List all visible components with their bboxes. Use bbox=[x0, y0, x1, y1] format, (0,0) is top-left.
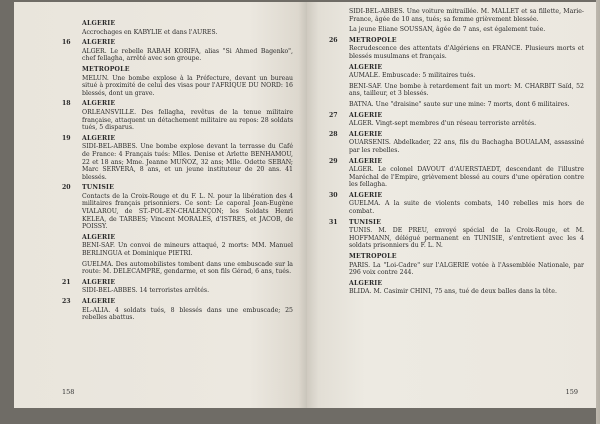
entry-text: OUARSENIS. Abdelkader, 22 ans, fils du Bachagha BOUALAM, assassiné par les rebelles. bbox=[349, 139, 584, 154]
entry-date: 21 bbox=[62, 278, 71, 286]
chronology-entry bbox=[62, 234, 293, 279]
entry-text: Contacts de la Croix-Rouge et du F. L. N. pour la libération des 4 militaires français prisonniers. Ce sont: Le caporal Jean-Eugène VIALAROU, de ST.-POL-EN-CHALENÇON; les Soldats Henri KELEA, de TARBES; Vincent MORALES, d'ISTRES, et JACOB, de POISSY. bbox=[82, 192, 293, 231]
entry-region: ALGERIE bbox=[349, 111, 383, 119]
chronology-entry bbox=[329, 253, 584, 280]
entry-text: BATNA. Une "draisine" saute sur une mine: 7 morts, dont 6 militaires. bbox=[349, 100, 570, 108]
left-page bbox=[14, 2, 307, 408]
entry-region: ALGERIE bbox=[349, 191, 383, 199]
right-page bbox=[307, 2, 600, 408]
entry-body bbox=[82, 184, 293, 234]
chronology-entry bbox=[329, 112, 584, 131]
entry-body bbox=[349, 37, 584, 64]
entry-text: GUELMA. Des automobilistes tombent dans une embuscade sur la route: M. DELECAMPRE, gendarme, et son fils Gérad, 6 ans, tués. bbox=[82, 260, 293, 276]
entry-body bbox=[349, 253, 584, 280]
entry-body bbox=[349, 192, 584, 219]
entry-region: METROPOLE bbox=[349, 253, 397, 261]
entry-date bbox=[62, 20, 82, 39]
entry-text: ALGER. Le colonel DAVOUT d'AUERSTAEDT, descendant de l'illustre Maréchal de l'Empire, grièvement blessé au cours d'une opération contre les fellagha. bbox=[349, 166, 584, 189]
entry-text: ALGER. Vingt-sept membres d'un réseau terroriste arrêtés. bbox=[349, 120, 537, 128]
entry-region: ALGERIE bbox=[349, 157, 383, 165]
entry-body bbox=[349, 280, 584, 299]
entry-text: MELUN. Une bombe explose à la Préfecture, devant un bureau situé à proximité de celui des visas pour l'AFRIQUE DU NORD: 16 blessés, dont un grave. bbox=[82, 74, 293, 97]
entry-text: BENI-SAF. Un convoi de mineurs attaqué, 2 morts: MM. Manuel BERLINGUA et Dominique PIETRI. bbox=[82, 242, 293, 258]
chronology-entry bbox=[62, 100, 293, 134]
entry-date: 23 bbox=[62, 298, 71, 305]
entry-date: 20 bbox=[62, 184, 71, 192]
entry-body bbox=[82, 39, 293, 66]
entry-text: SIDI-BEL-ABBES. 14 terroristes arrêtés. bbox=[82, 287, 210, 295]
entry-text: BLIDA. M. Casimir CHINI, 75 ans, tué de deux balles dans la tête. bbox=[349, 288, 557, 296]
entry-body bbox=[349, 64, 584, 112]
open-book bbox=[14, 0, 600, 424]
entry-body bbox=[349, 158, 584, 192]
chronology-entry bbox=[329, 8, 584, 37]
chronology-entry bbox=[62, 66, 293, 100]
chronology-entry bbox=[62, 135, 293, 185]
chronology-entry bbox=[62, 298, 293, 325]
chronology-entry bbox=[62, 184, 293, 234]
chronology-entry bbox=[329, 37, 584, 64]
entry-text: Accrochages en KABYLIE et dans l'AURES. bbox=[82, 28, 218, 36]
entry-date: 26 bbox=[329, 36, 338, 44]
chronology-entry bbox=[62, 279, 293, 298]
entry-region: ALGERIE bbox=[82, 298, 116, 305]
entry-body bbox=[82, 279, 293, 298]
entry-text: EL-ALIA. 4 soldats tués, 8 blessés dans une embuscade; 25 rebelles abattus. bbox=[82, 306, 293, 322]
entry-date: 19 bbox=[62, 134, 71, 142]
chronology-entry bbox=[329, 280, 584, 299]
entry-region: ALGERIE bbox=[349, 130, 383, 138]
entry-body bbox=[82, 135, 293, 185]
entry-date: 31 bbox=[329, 218, 338, 226]
entry-date bbox=[62, 234, 82, 279]
entry-body bbox=[349, 219, 584, 253]
entry-region: ALGERIE bbox=[349, 63, 383, 71]
entry-region: ALGERIE bbox=[82, 233, 116, 241]
entry-region: ALGERIE bbox=[82, 20, 116, 27]
entry-region: ALGERIE bbox=[82, 278, 116, 286]
entry-body bbox=[82, 298, 293, 325]
right-page-number: 159 bbox=[565, 388, 578, 396]
entry-body bbox=[349, 131, 584, 158]
entry-text: PARIS. La "Loi-Cadre" sur l'ALGERIE votée à l'Assemblée Nationale, par 296 voix contre 244. bbox=[349, 261, 584, 277]
page-edge bbox=[596, 0, 600, 424]
entry-body bbox=[82, 66, 293, 100]
entry-region: ALGERIE bbox=[349, 279, 383, 287]
entry-region: ALGERIE bbox=[82, 134, 116, 142]
entry-text: ORLEANSVILLE. Des fellagha, revêtus de la tenue militaire française, attaquent un détachement militaire au repos: 28 soldats tués, 5 disparus. bbox=[82, 108, 293, 132]
entry-date: 29 bbox=[329, 157, 338, 165]
entry-date: 16 bbox=[62, 39, 71, 47]
chronology-entry bbox=[329, 219, 584, 253]
entry-date bbox=[329, 64, 349, 112]
entry-body bbox=[349, 8, 584, 37]
entry-body bbox=[82, 100, 293, 134]
entry-text: AUMALE. Embuscade: 5 militaires tués. bbox=[349, 72, 476, 80]
entry-date bbox=[329, 253, 349, 280]
chronology-entry bbox=[329, 192, 584, 219]
chronology-entry bbox=[329, 64, 584, 112]
entry-text: BENI-SAF. Une bombe à retardement fait un mort: M. CHARBIT Saïd, 52 ans, tailleur, et 3 blessés. bbox=[349, 82, 584, 98]
entry-text: SIDI-BEL-ABBES. Une voiture mitraillée. M. MALLET et sa fillette, Marie-France, âgée de 10 ans, tués; sa femme grièvement blessée. bbox=[349, 8, 584, 23]
left-page-entries bbox=[62, 20, 293, 325]
entry-text: TUNIS. M. DE PREU, envoyé spécial de la Croix-Rouge, et M. HOFFMANN, délégué permanent en TUNISIE, s'entretient avec les 4 soldats prisonniers du F. L. N. bbox=[349, 227, 584, 250]
entry-date: 28 bbox=[329, 130, 338, 138]
chronology-entry bbox=[62, 20, 293, 39]
entry-text: GUELMA. A la suite de violents combats, 140 rebelles mis hors de combat. bbox=[349, 200, 584, 216]
entry-date: 27 bbox=[329, 111, 338, 119]
entry-text: SIDI-BEL-ABBES. Une bombe explose devant la terrasse du Café de France: 4 Français tués: Mlles. Denise et Arlette BENHAMOU, 22 et 18 ans; Mme. Jeanne MUÑOZ, 32 ans; Mlle. Odette SEBAN; Marc SERVERA, 8 ans, et un jeune instituteur de 20 ans. 41 blessés. bbox=[82, 143, 293, 181]
entry-region: ALGERIE bbox=[82, 39, 116, 47]
entry-region: METROPOLE bbox=[349, 36, 397, 44]
entry-date bbox=[62, 66, 82, 100]
entry-text: ALGER. Le rebelle RABAH KORIFA, alias "Si Ahmed Bagenko", chef fellagha, arrêté avec son groupe. bbox=[82, 47, 293, 63]
left-page-number: 158 bbox=[62, 388, 75, 396]
entry-region: TUNISIE bbox=[82, 184, 115, 192]
chronology-entry bbox=[62, 39, 293, 66]
entry-body bbox=[349, 112, 584, 131]
entry-region: TUNISIE bbox=[349, 218, 382, 226]
entry-text: La jeune Eliane SOUSSAN, âgée de 7 ans, est également tuée. bbox=[349, 26, 546, 34]
chronology-entry bbox=[329, 131, 584, 158]
entry-body bbox=[82, 20, 293, 39]
entry-date bbox=[329, 280, 349, 299]
entry-text: Recrudescence des attentats d'Algériens en FRANCE. Plusieurs morts et blessés musulmans et français. bbox=[349, 45, 584, 60]
entry-date: 18 bbox=[62, 100, 71, 108]
entry-date: 30 bbox=[329, 191, 338, 199]
right-page-entries bbox=[329, 8, 584, 299]
entry-region: ALGERIE bbox=[82, 100, 116, 108]
entry-region: METROPOLE bbox=[82, 65, 130, 73]
entry-date bbox=[329, 8, 349, 37]
chronology-entry bbox=[329, 158, 584, 192]
entry-body bbox=[82, 234, 293, 279]
